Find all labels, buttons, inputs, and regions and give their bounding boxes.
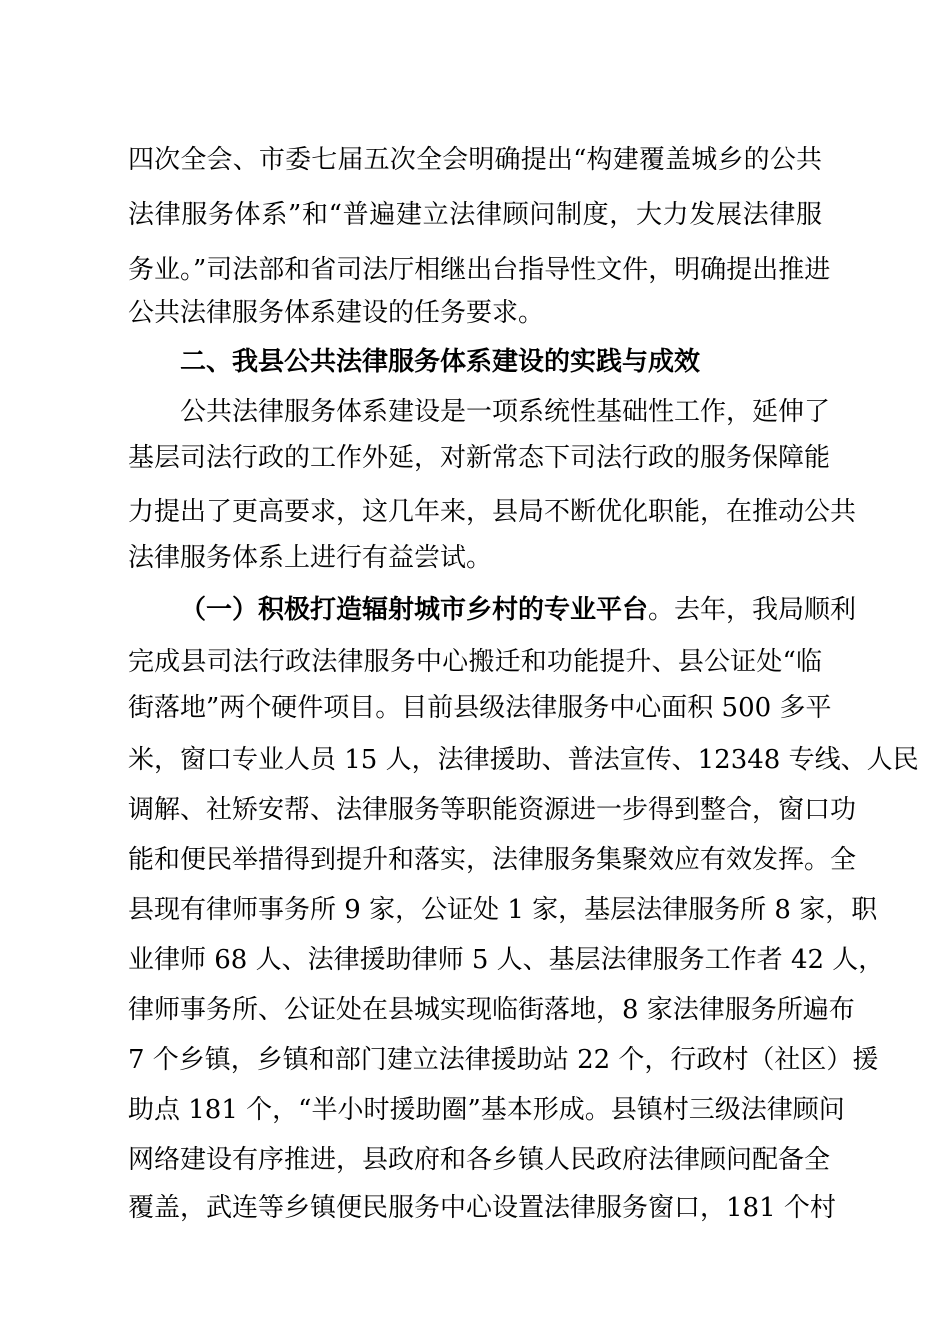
paragraph-line: 业律师 68 人、法律援助律师 5 人、基层法律服务工作者 42 人， — [128, 945, 885, 975]
section-heading: 二、我县公共法律服务体系建设的实践与成效 — [180, 347, 701, 377]
paragraph-line: 法律服务体系上进行有益尝试。 — [128, 543, 493, 573]
paragraph-line: 四次全会、市委七届五次全会明确提出“构建覆盖城乡的公共 — [128, 145, 822, 175]
paragraph-line: 能和便民举措得到提升和落实，法律服务集聚效应有效发挥。全 — [128, 845, 857, 875]
paragraph-line: 县现有律师事务所 9 家，公证处 1 家，基层法律服务所 8 家，职 — [128, 895, 878, 925]
paragraph-line: 法律服务体系”和“普遍建立法律顾问制度，大力发展法律服 — [128, 200, 822, 230]
paragraph-line: 公共法律服务体系建设是一项系统性基础性工作，延伸了 — [180, 397, 831, 427]
subsection-text: 。去年，我局顺利 — [648, 595, 857, 625]
paragraph-line: 调解、社矫安帮、法律服务等职能资源进一步得到整合，窗口功 — [128, 795, 857, 825]
paragraph-line: 助点 181 个，“半小时援助圈”基本形成。县镇村三级法律顾问 — [128, 1095, 845, 1125]
paragraph-line: 网络建设有序推进，县政府和各乡镇人民政府法律顾问配备全 — [128, 1145, 831, 1175]
paragraph-line: 街落地”两个硬件项目。目前县级法律服务中心面积 500 多平 — [128, 693, 832, 723]
subsection-heading: （一）积极打造辐射城市乡村的专业平台 — [180, 595, 649, 625]
paragraph-line: 律师事务所、公证处在县城实现临街落地，8 家法律服务所遍布 — [128, 995, 855, 1025]
paragraph-line: 覆盖，武连等乡镇便民服务中心设置法律服务窗口，181 个村 — [128, 1193, 836, 1223]
paragraph-line: 力提出了更高要求，这几年来，县局不断优化职能，在推动公共 — [128, 497, 857, 527]
paragraph-line: 完成县司法行政法律服务中心搬迁和功能提升、县公证处“临 — [128, 647, 822, 677]
paragraph-line: 基层司法行政的工作外延，对新常态下司法行政的服务保障能 — [128, 443, 831, 473]
subsection-line — [180, 590, 857, 630]
paragraph-line: 米，窗口专业人员 15 人，法律援助、普法宣传、12348 专线、人民 — [128, 745, 919, 775]
paragraph-line: 7 个乡镇，乡镇和部门建立法律援助站 22 个，行政村（社区）援 — [128, 1045, 879, 1075]
paragraph-line: 务业。”司法部和省司法厅相继出台指导性文件，明确提出推进 — [128, 255, 831, 285]
paragraph-line: 公共法律服务体系建设的任务要求。 — [128, 298, 545, 328]
